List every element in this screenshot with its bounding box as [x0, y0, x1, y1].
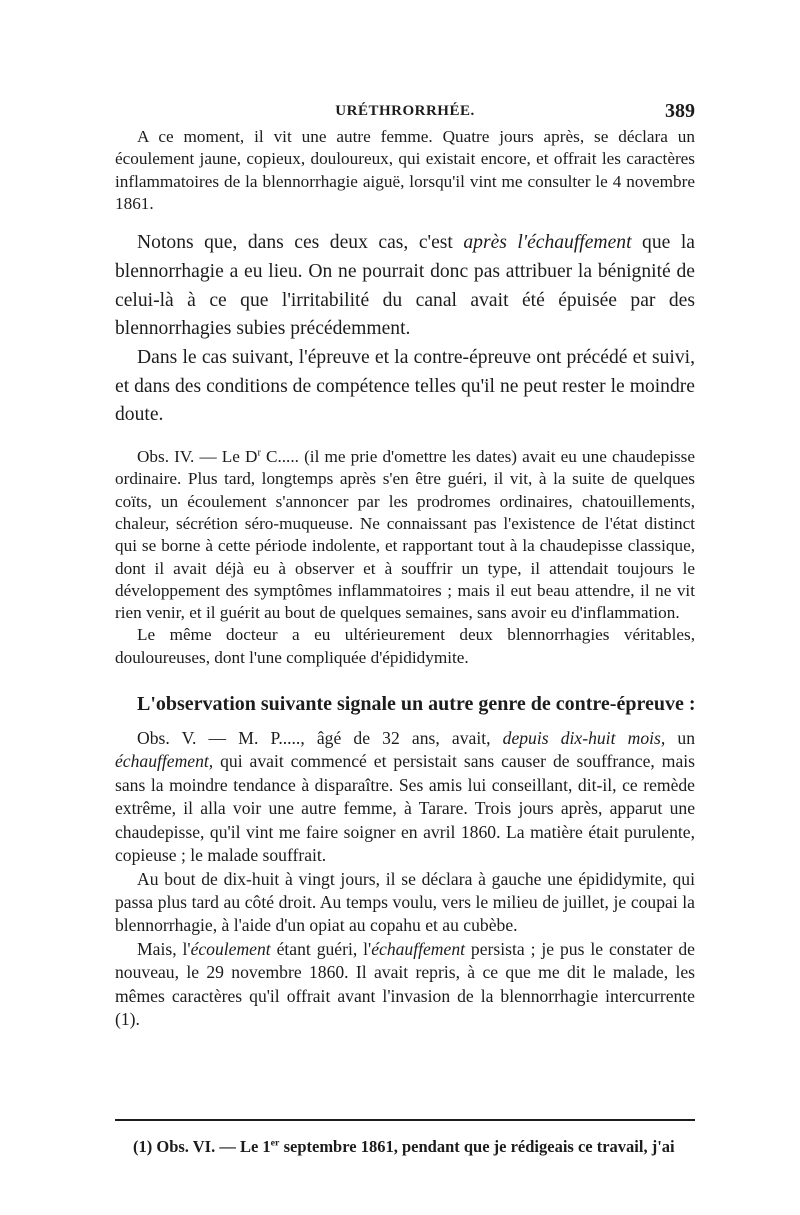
- section-heading: [115, 689, 695, 719]
- text-run: qui avait commencé et persistait sans causer de souffrance, mais sans la moindre tendance à disparaître. Ses amis lui conseillant, dit-il, ce remède extrême, il alla voir une autre femme, à Tarare. Trois jours après, apparut une chaudepisse, qu'il vint me faire soigner en avril 1860. La matière était purulente, copieuse ; le malade souffrait.: [115, 751, 695, 866]
- body-text: [115, 126, 695, 1031]
- text-run: C..... (il me prie d'omettre les dates) avait eu une chaudepisse ordinaire. Plus tard, longtemps après s'en être guéri, il vit, à la suite de quelques coïts, un écoulement s'annoncer par les prodromes ordinaires, chatouillements, chaleur, sécrétion séro-muqueuse. Ne connaissant pas l'existence de l'état distinct qui se borne à cette période indolente, et rapportant tout à la chaudepisse classique, dont il avait déjà eu à observer et à souffrir un type, il attendait toujours le développement des symptômes inflammatoires ; mais il eut beau attendre, il ne vit rien venir, et il guérit au bout de quelques semaines, sans avoir eu d'inflammation.: [115, 447, 695, 623]
- paragraph: [115, 727, 695, 867]
- italic-text: écoulement: [190, 938, 271, 959]
- italic-text: depuis dix-huit mois,: [502, 728, 666, 749]
- paragraph: [115, 229, 695, 344]
- text-run: Au bout de dix-huit à vingt jours, il se déclara à gauche une épididymite, qui passa plus tard au côté droit. Au temps voulu, vers le milieu de juillet, je coupai la blennorrhagie, à l'aide d'un opiat au copahu et au cubèbe.: [115, 868, 695, 936]
- paragraph: [115, 624, 695, 669]
- text-run: (1) Obs. VI. — Le 1: [133, 1137, 271, 1156]
- text-run: Dans le cas suivant, l'épreuve et la contre-épreuve ont précédé et suivi, et dans des conditions de compétence telles qu'il ne peut rester le moindre doute.: [115, 347, 695, 426]
- footnote-rule: [115, 1119, 695, 1121]
- superscript: r: [257, 447, 261, 459]
- text-run: Obs. IV. — Le D: [137, 447, 258, 467]
- paragraph: [115, 126, 695, 215]
- text-run: que la blennorrhagie a eu lieu. On ne pourrait donc pas attribuer la bénignité de celui-là à ce que l'irritabilité du canal avait été épuisée par des blennorrhagies subies précédemment.: [115, 232, 695, 340]
- running-title: URÉTHRORRHÉE.: [335, 103, 475, 119]
- text-run: A ce moment, il vit une autre femme. Quatre jours après, se déclara un écoulement jaune, copieux, douloureux, qui existait encore, et offrait les caractères inflammatoires de la blennorrhagie aiguë, lorsqu'il vint me consulter le 4 novembre 1861.: [115, 127, 695, 213]
- paragraph: [115, 344, 695, 430]
- italic-text: après l'échauffement: [463, 232, 632, 254]
- paragraph: [115, 446, 695, 624]
- text-run: septembre 1861, pendant que je rédigeais ce travail, j'ai: [279, 1137, 675, 1156]
- text-run: Mais, l': [137, 938, 191, 959]
- text-run: persista ; je pus le constater de nouveau, le 29 novembre 1860. Il avait repris, à ce que me dit le malade, les mêmes caractères qu'il offrait avant l'invasion de la blennorrhagie intercurrente (1).: [115, 938, 695, 1029]
- paragraph: [115, 868, 695, 938]
- text-run: Notons que, dans ces deux cas, c'est: [137, 232, 464, 254]
- text-run: Obs. V. — M. P....., âgé de 32 ans, avait,: [137, 728, 503, 749]
- italic-text: échauffement: [371, 938, 466, 959]
- page-number: 389: [665, 100, 695, 122]
- running-head: [115, 100, 695, 124]
- text-run: L'observation suivante signale un autre genre de contre-épreuve :: [137, 693, 696, 716]
- paragraph: [115, 938, 695, 1032]
- italic-text: échauffement,: [115, 751, 214, 772]
- text-run: Le même docteur a eu ultérieurement deux blennorrhagies véritables, douloureuses, dont l'une compliquée d'épididymite.: [115, 625, 695, 667]
- superscript: er: [270, 1137, 280, 1149]
- text-run: étant guéri, l': [270, 938, 372, 959]
- footnote: [115, 1136, 695, 1158]
- text-run: un: [665, 728, 695, 749]
